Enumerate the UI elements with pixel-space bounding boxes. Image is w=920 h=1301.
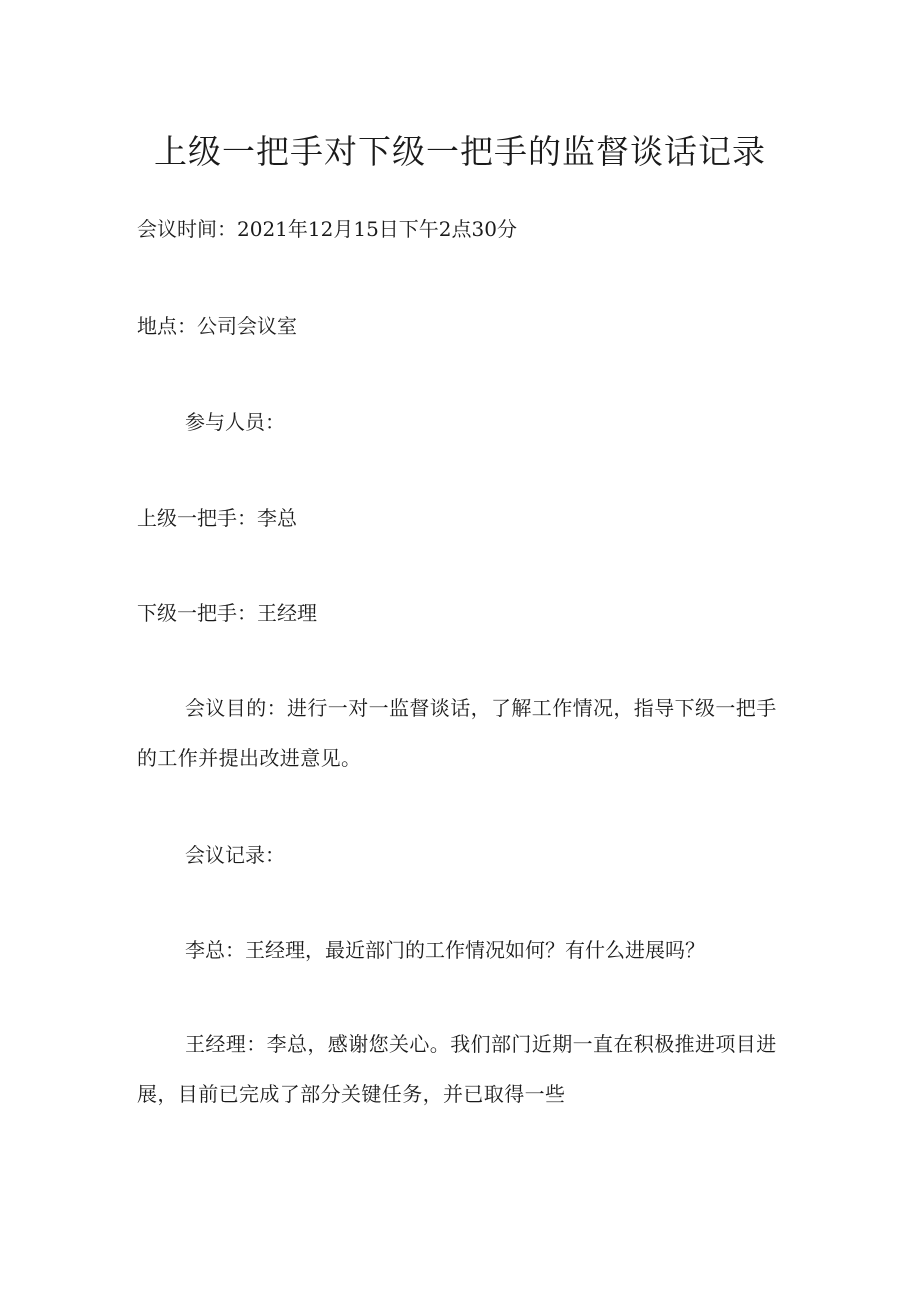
subordinate-participant: 下级一把手：王经理	[137, 601, 317, 625]
record-label: 会议记录：	[185, 843, 285, 867]
document-title: 上级一把手对下级一把手的监督谈话记录	[154, 132, 766, 171]
meeting-location: 地点：公司会议室	[137, 314, 297, 338]
participants-label: 参与人员：	[185, 410, 285, 434]
meeting-purpose: 会议目的：进行一对一监督谈话，了解工作情况，指导下级一把手的工作并提出改进意见。	[137, 696, 777, 770]
dialogue-line: 王经理：李总，感谢您关心。我们部门近期一直在积极推进项目进展，目前已完成了部分关键任务，并已取得一些	[137, 1032, 777, 1106]
dialogue-line: 李总：王经理，最近部门的工作情况如何？有什么进展吗？	[185, 938, 705, 962]
superior-participant: 上级一把手：李总	[137, 506, 297, 530]
meeting-time: 会议时间：2021年12月15日下午2点30分	[137, 217, 517, 241]
